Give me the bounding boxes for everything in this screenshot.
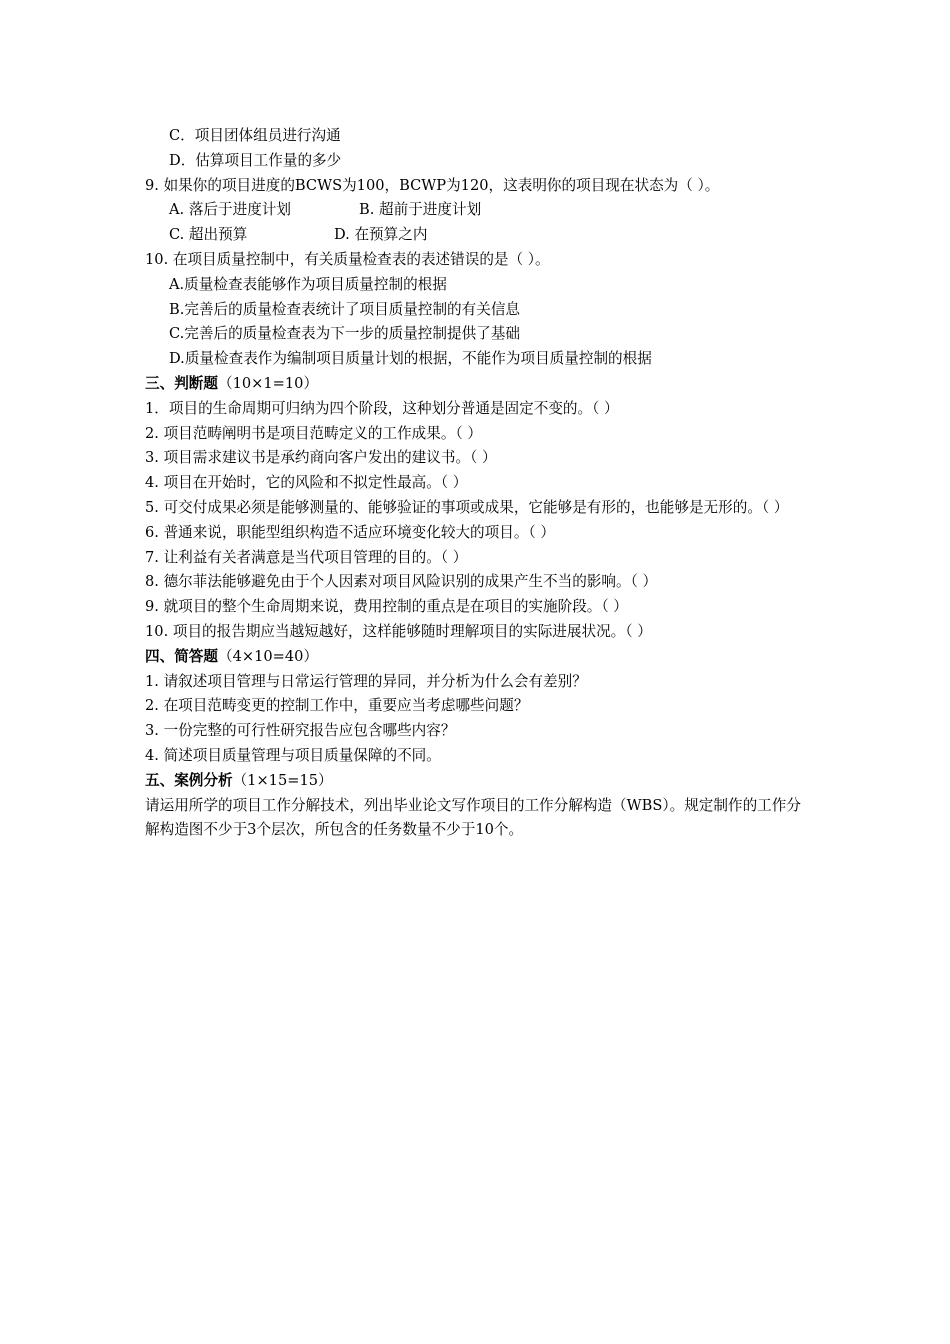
q9-options-row-2 xyxy=(145,223,810,248)
tf-item-7: 7. 让利益有关者满意是当代项目管理的目的。（ ） xyxy=(145,548,468,566)
q10-stem: 10. 在项目质量控制中，有关质量检查表的表述错误的是（ ）。 xyxy=(145,250,550,268)
section-4-title: 四、简答题 xyxy=(145,647,218,665)
short-answer-4: 4. 简述项目质量管理与项目质量保障的不同。 xyxy=(145,746,441,764)
tf-item-4: 4. 项目在开始时，它的风险和不拟定性最高。（ ） xyxy=(145,474,468,492)
q8-option-c: C．项目团体组员进行沟通 xyxy=(169,127,341,144)
q9-stem: 9. 如果你的项目进度的BCWS为100，BCWP为120，这表明你的项目现在状态为（ ）。 xyxy=(145,176,720,194)
short-answer-1: 1. 请叙述项目管理与日常运行管理的异同，并分析为什么会有差别？ xyxy=(145,672,587,690)
q9-option-d: D. 在预算之内 xyxy=(334,226,428,244)
section-3-heading xyxy=(145,372,810,397)
short-answer-3: 3. 一份完整的可行性研究报告应包含哪些内容？ xyxy=(145,722,456,740)
q10-option-d: D.质量检查表作为编制项目质量计划的根据，不能作为项目质量控制的根据 xyxy=(169,350,652,368)
case-analysis-body: 请运用所学的项目工作分解技术，列出毕业论文写作项目的工作分解构造（WBS）。规定制作的工作分解构造图不少于3个层次，所包含的任务数量不少于10个。 xyxy=(145,796,801,839)
exam-content xyxy=(145,124,810,843)
q10-option-b: B.完善后的质量检查表统计了项目质量控制的有关信息 xyxy=(169,300,521,318)
tf-item-10: 10. 项目的报告期应当越短越好，这样能够随时理解项目的实际进展状况。（ ） xyxy=(145,622,652,640)
q8-option-d: D．估算项目工作量的多少 xyxy=(169,151,342,169)
section-5-title: 五、案例分析 xyxy=(145,771,233,789)
q9-option-c: C. 超出预算 xyxy=(169,226,248,244)
q9-options-row-1 xyxy=(145,198,810,223)
q9-option-a: A. 落后于进度计划 xyxy=(169,201,291,219)
section-4-heading xyxy=(145,645,810,670)
section-5-heading xyxy=(145,769,810,794)
section-4-score: （4×10=40） xyxy=(217,647,319,665)
tf-item-3: 3. 项目需求建议书是承约商向客户发出的建议书。（ ） xyxy=(145,449,497,467)
short-answer-2: 2. 在项目范畴变更的控制工作中，重要应当考虑哪些问题？ xyxy=(145,697,529,715)
tf-item-6: 6. 普通来说，职能型组织构造不适应环境变化较大的项目。（ ） xyxy=(145,523,555,541)
q10-option-c: C.完善后的质量检查表为下一步的质量控制提供了基础 xyxy=(169,325,520,343)
q10-option-a: A.质量检查表能够作为项目质量控制的根据 xyxy=(169,275,447,293)
section-3-score: （10×1=10） xyxy=(217,374,319,392)
tf-item-8: 8. 德尔菲法能够避免由于个人因素对项目风险识别的成果产生不当的影响。（ ） xyxy=(145,573,658,591)
tf-item-9: 9. 就项目的整个生命周期来说，费用控制的重点是在项目的实施阶段。（ ） xyxy=(145,598,628,616)
tf-item-5: 5. 可交付成果必须是能够测量的、能够验证的事项或成果，它能够是有形的，也能够是无形的。（ ） xyxy=(145,498,789,516)
section-5-score: （1×15=15） xyxy=(232,771,333,789)
tf-item-2: 2. 项目范畴阐明书是项目范畴定义的工作成果。（ ） xyxy=(145,424,482,442)
tf-item-1: 1．项目的生命周期可归纳为四个阶段，这种划分普通是固定不变的。（ ） xyxy=(145,399,619,417)
section-3-title: 三、判断题 xyxy=(145,374,218,392)
q9-option-b: B. 超前于进度计划 xyxy=(359,201,482,219)
